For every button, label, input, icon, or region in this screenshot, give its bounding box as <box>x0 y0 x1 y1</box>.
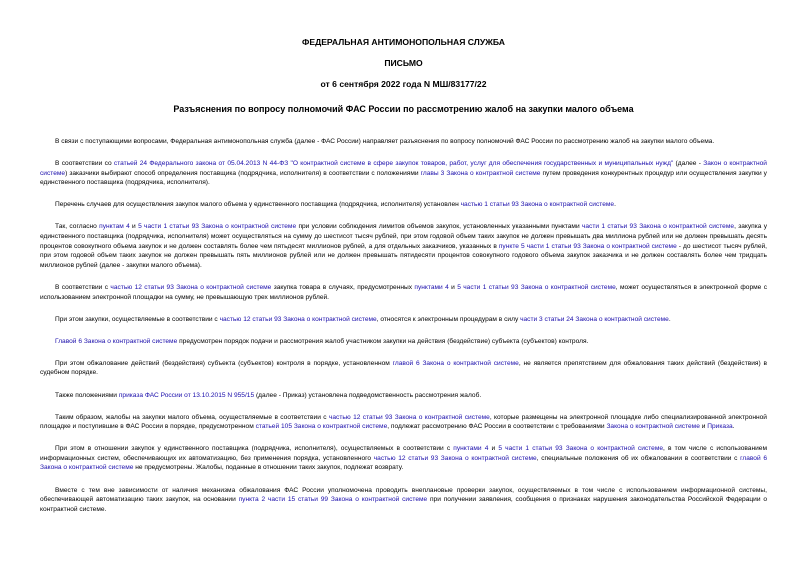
paragraph-text: , которые размещены на электронной площадке либо специализированной электронной площадке и поступившие в ФАС России в порядке, предусмотренном <box>40 413 767 431</box>
law-reference-link[interactable]: статьей 105 Закона о контрактной системе <box>255 423 388 431</box>
paragraph-text: , в том числе с использованием информационных систем, обеспечивающих их автоматизацию, без применения порядка, установленного <box>40 445 767 462</box>
law-reference-link[interactable]: 5 части 1 статьи 93 Закона о контрактной системе <box>457 283 616 291</box>
law-reference-link[interactable]: пунктам 4 <box>99 223 130 231</box>
paragraph-text: и <box>488 445 499 453</box>
paragraph <box>40 159 767 188</box>
paragraph-text: В соответствии с <box>55 283 111 291</box>
paragraph <box>40 222 767 270</box>
law-reference-link[interactable]: Главой 6 Закона о контрактной системе <box>55 337 178 345</box>
paragraph-text: . <box>614 201 616 209</box>
paragraph-text: , может осуществляться в электронной форме с использованием электронной площадки на сумму, не превышающую трех миллионов рублей. <box>40 283 767 301</box>
paragraph-text: . <box>732 423 735 431</box>
paragraph-text: и <box>129 223 139 231</box>
paragraph-text: . <box>668 315 671 323</box>
paragraph-text: (далее - Приказ) установлена подведомственность рассмотрения жалоб. <box>254 391 482 399</box>
document-title: Разъяснения по вопросу полномочий ФАС России по рассмотрению жалоб на закупки малого объема <box>173 104 634 114</box>
paragraph-text: при получении заявления, сообщения о признаках нарушения законодательства Российской Федерации о контрактной системе. <box>40 496 767 513</box>
paragraph-text: Так, согласно <box>55 223 100 231</box>
paragraph-text: Вместе с тем вне зависимости от наличия механизма обжалования ФАС России уполномочена проводить внеплановые проверки закупок, осуществляемых в том числе с использованием информационной системы, обеспечивающей автоматизацию таких закупок, на основании <box>40 486 767 504</box>
paragraph-text: , не является препятствием для обжалования таких действий (бездействия) в судебном порядке. <box>40 359 767 377</box>
law-reference-link[interactable]: главой 6 Закона о контрактной системе <box>392 359 519 367</box>
paragraph-text: закупка товара в случаях, предусмотренных <box>271 283 415 291</box>
law-reference-link[interactable]: пунктами 4 <box>453 445 489 453</box>
paragraph <box>40 486 767 515</box>
paragraph <box>40 359 767 378</box>
law-reference-link[interactable]: главы 3 Закона о контрактной системе <box>420 169 541 177</box>
law-reference-link[interactable]: частью 1 статьи 93 Закона о контрактной системе <box>460 201 615 209</box>
law-reference-link[interactable]: 5 части 1 статьи 93 Закона о контрактной системе <box>498 445 664 453</box>
paragraph-text: (далее - <box>673 160 704 168</box>
paragraph-text: Также положениями <box>55 391 119 399</box>
paragraph <box>40 391 767 401</box>
law-reference-link[interactable]: пункте 5 части 1 статьи 93 Закона о контрактной системе <box>498 242 677 250</box>
document-date-heading: от 6 сентября 2022 года N МШ/83177/22 <box>320 79 487 89</box>
law-reference-link[interactable]: приказа ФАС России от 13.10.2015 N 955/15 <box>118 391 255 399</box>
law-reference-link[interactable]: статьей 24 Федерального закона от 05.04.2013 N 44-ФЗ <box>113 160 289 168</box>
organization-heading: ФЕДЕРАЛЬНАЯ АНТИМОНОПОЛЬНАЯ СЛУЖБА <box>302 37 505 47</box>
paragraph-text: Перечень случаев для осуществления закупок малого объема у единственного поставщика (подрядчика, исполнителя) установлен <box>55 201 461 209</box>
paragraph <box>40 137 767 147</box>
law-reference-link[interactable]: частью 12 статьи 93 Закона о контрактной системе <box>110 283 272 291</box>
law-reference-link[interactable]: Приказа <box>707 423 733 431</box>
paragraph-text: , закупка у единственного поставщика (подрядчика, исполнителя) может осуществляться на сумму до шестисот тысяч рублей, при этом годовой объем таких закупок не должен превышать два миллиона рублей или не должен превышать десять процентов совокупного объема закупок и не должен составлять более чем пятьдесят миллионов рублей, а для отдельных заказчиков, указанных в <box>40 223 768 250</box>
law-reference-link[interactable]: частью 12 статьи 93 Закона о контрактной системе <box>373 454 537 462</box>
paragraph <box>40 444 767 473</box>
law-reference-link[interactable]: части 1 статьи 93 Закона о контрактной системе <box>581 223 735 231</box>
paragraph-text: и <box>699 423 708 431</box>
law-reference-link[interactable]: "О контрактной системе в сфере закупок товаров, работ, услуг для обеспечения государственных и муниципальных нужд" <box>288 160 674 168</box>
paragraph-text: , относятся к электронным процедурам в силу <box>376 315 521 323</box>
law-reference-link[interactable]: частью 12 статьи 93 Закона о контрактной системе <box>328 413 490 421</box>
law-reference-link[interactable]: частью 12 статьи 93 Закона о контрактной системе <box>219 315 377 323</box>
paragraph <box>40 200 767 210</box>
paragraph-text: - до шестисот тысяч рублей, при этом годовой объем таких закупок не должен превышать пять миллионов рублей или не должен превышать пятидесяти процентов совокупного годового объема закупок заказчика и не должен составлять более чем тридцать миллионов рублей (далее - закупки малого объема). <box>40 242 767 269</box>
paragraph-text: При этом в отношении закупок у единственного поставщика (подрядчика, исполнителя), осуществляемых в соответствии с <box>55 445 454 453</box>
paragraph <box>40 315 767 325</box>
law-reference-link[interactable]: главой 6 Закона о контрактной системе <box>40 454 767 472</box>
paragraph-text: ) заказчики выбирают способ определения поставщика (подрядчика, исполнителя) в соответствии с положениями <box>65 169 421 177</box>
document-type-heading: ПИСЬМО <box>384 58 423 68</box>
paragraph-text: не предусмотрены. Жалобы, поданные в отношении таких закупок, подлежат возврату. <box>133 464 404 472</box>
paragraph <box>40 413 767 432</box>
paragraph-text: В соответствии со <box>55 160 114 168</box>
law-reference-link[interactable]: 5 части 1 статьи 93 Закона о контрактной системе <box>138 223 297 231</box>
paragraph-text: , специальные положения об их обжаловании в соответствии с <box>536 454 741 462</box>
paragraph-text: путем проведения конкурентных процедур или осуществления закупки у единственного поставщика (подрядчика, исполнителя). <box>40 169 767 187</box>
paragraph-text: , подлежат рассмотрению ФАС России в соответствии с требованиями <box>387 423 607 431</box>
paragraph <box>40 283 767 302</box>
paragraph-text: при условии соблюдения лимитов объемов закупок, установленных указанными пунктами <box>296 223 582 231</box>
law-reference-link[interactable]: пунктами 4 <box>414 283 449 291</box>
law-reference-link[interactable]: Закон о контрактной системе <box>40 160 767 177</box>
law-reference-link[interactable]: части 3 статьи 24 Закона о контрактной системе <box>520 315 669 323</box>
document-body <box>40 137 767 514</box>
paragraph-text: При этом обжалование действий (бездействия) субъекта (субъектов) контроля в порядке, установленном <box>55 359 393 367</box>
paragraph <box>40 337 767 347</box>
paragraph-text: При этом закупки, осуществляемые в соответствии с <box>55 315 220 323</box>
law-reference-link[interactable]: пункта 2 части 15 статьи 99 Закона о контрактной системе <box>238 496 428 504</box>
paragraph-text: В связи с поступающими вопросами, Федеральная антимонопольная служба (далее - ФАС России) направляет разъяснения по вопросу полномочий ФАС России по рассмотрению жалоб на закупки малого объема. <box>55 138 715 145</box>
law-reference-link[interactable]: Закона о контрактной системе <box>606 423 700 431</box>
paragraph-text: предусмотрен порядок подачи и рассмотрения жалоб участником закупки на действия (бездействие) субъекта (субъектов) контроля. <box>177 337 589 345</box>
paragraph-text: и <box>448 283 458 291</box>
paragraph-text: Таким образом, жалобы на закупки малого объема, осуществляемые в соответствии с <box>55 413 329 421</box>
